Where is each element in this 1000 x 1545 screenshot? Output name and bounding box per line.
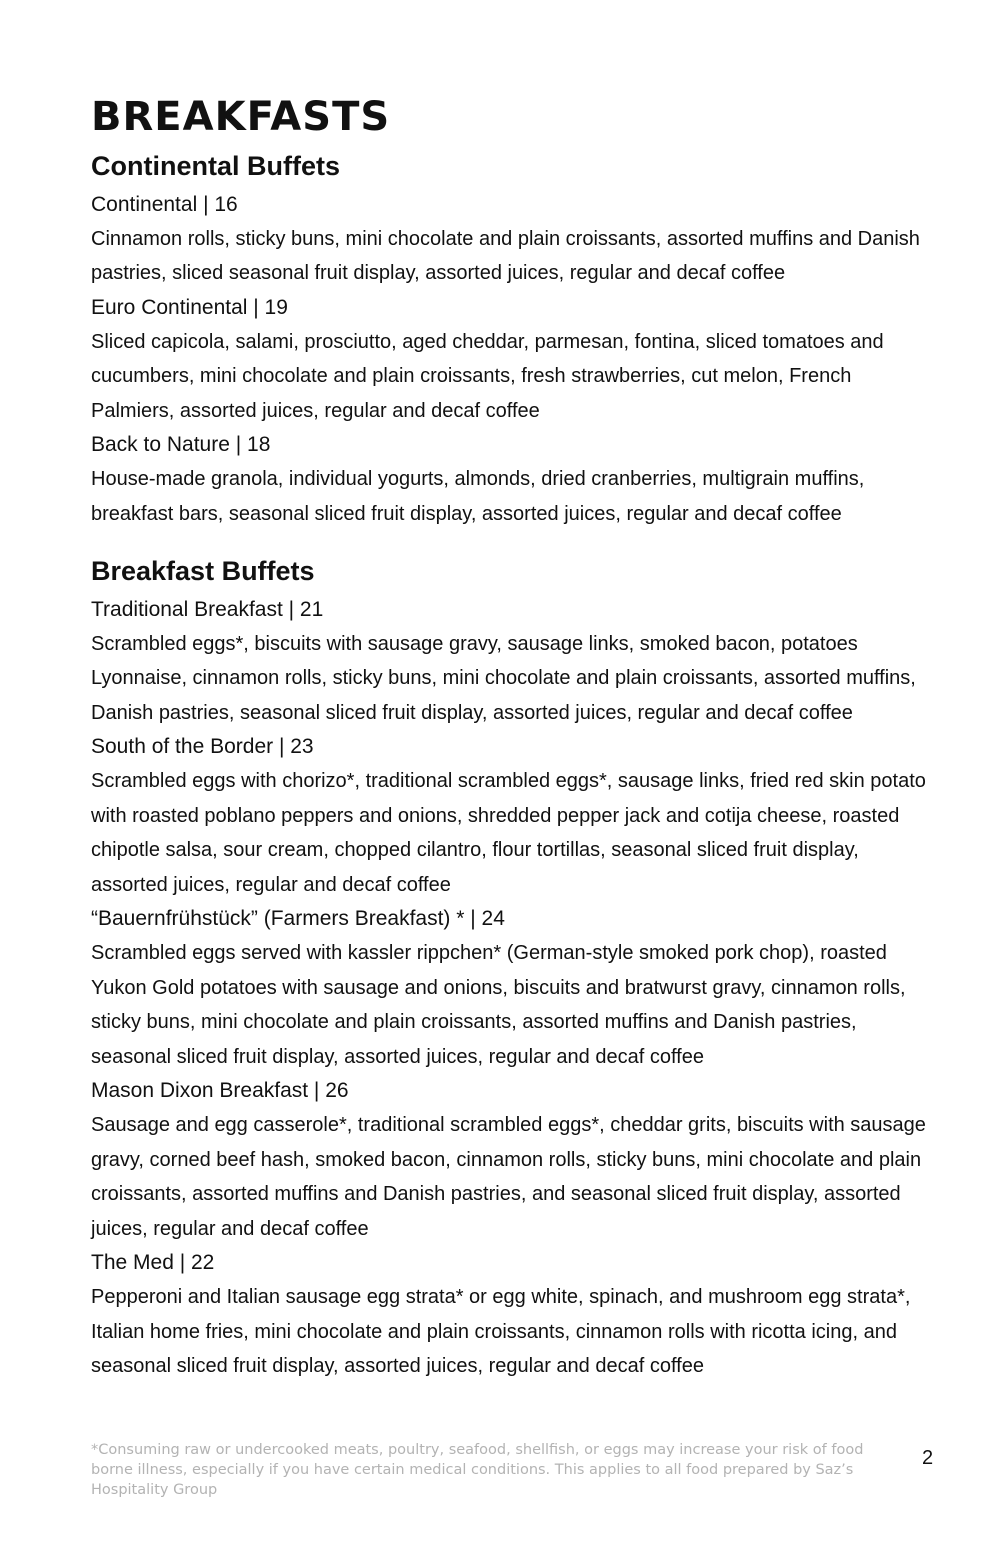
continental-buffets-section xyxy=(91,152,931,531)
menu-item-title: Euro Continental | 19 xyxy=(91,295,288,319)
section-heading-continental: Continental Buffets xyxy=(91,151,340,181)
section-heading-breakfast: Breakfast Buffets xyxy=(91,556,315,586)
menu-item-description: Scrambled eggs with chorizo*, traditional scrambled eggs*, sausage links, fried red skin potato with roasted poblano peppers and onions, shredded pepper jack and cotija cheese, roasted chipotle salsa, sour cream, chopped cilantro, flour tortillas, seasonal sliced fruit display, assorted juices, regular and decaf coffee xyxy=(91,770,926,896)
menu-item-description: Pepperoni and Italian sausage egg strata* or egg white, spinach, and mushroom egg strata*, Italian home fries, mini chocolate and plain croissants, cinnamon rolls with ricotta icing, and seasonal sliced fruit display, assorted juices, regular and decaf coffee xyxy=(91,1286,911,1378)
menu-item-description: Scrambled eggs*, biscuits with sausage gravy, sausage links, smoked bacon, potatoes Lyonnaise, cinnamon rolls, sticky buns, mini chocolate and plain croissants, assorted muffins, Danish pastries, seasonal sliced fruit display, assorted juices, regular and decaf coffee xyxy=(91,632,916,724)
menu-item-description: Sausage and egg casserole*, traditional scrambled eggs*, cheddar grits, biscuits with sausage gravy, corned beef hash, smoked bacon, cinnamon rolls, sticky buns, mini chocolate and plain croissants, assorted muffins and Danish pastries, and seasonal sliced fruit display, assorted juices, regular and decaf coffee xyxy=(91,1114,926,1240)
menu-item-description: House-made granola, individual yogurts, almonds, dried cranberries, multigrain muffins, breakfast bars, seasonal sliced fruit display, assorted juices, regular and decaf coffee xyxy=(91,468,865,525)
menu-item-farmers-breakfast xyxy=(91,902,931,1074)
menu-item-south-of-the-border xyxy=(91,730,931,902)
menu-item-title: Mason Dixon Breakfast | 26 xyxy=(91,1079,349,1103)
menu-item-title: Continental | 16 xyxy=(91,192,238,216)
menu-item-title: Back to Nature | 18 xyxy=(91,433,271,457)
food-safety-footnote: *Consuming raw or undercooked meats, poultry, seafood, shellfish, or eggs may increase your risk of food borne illness, especially if you have certain medical conditions. This applies to all food prepared by Saz’s Hospitality Group xyxy=(91,1442,864,1498)
menu-item-mason-dixon-breakfast xyxy=(91,1074,931,1246)
menu-item-back-to-nature xyxy=(91,428,931,531)
menu-item-euro-continental xyxy=(91,291,931,429)
breakfast-buffets-section xyxy=(91,557,931,1384)
menu-item-description: Scrambled eggs served with kassler rippchen* (German-style smoked pork chop), roasted Yukon Gold potatoes with sausage and onions, biscuits and bratwurst gravy, cinnamon rolls, sticky buns, mini chocolate and plain croissants, assorted muffins and Danish pastries, seasonal sliced fruit display, assorted juices, regular and decaf coffee xyxy=(91,942,906,1068)
menu-item-title: Traditional Breakfast | 21 xyxy=(91,597,324,621)
page-title: BREAKFASTS xyxy=(91,94,391,140)
menu-item-description: Cinnamon rolls, sticky buns, mini chocolate and plain croissants, assorted muffins and Danish pastries, sliced seasonal fruit display, assorted juices, regular and decaf coffee xyxy=(91,227,920,285)
menu-item-continental xyxy=(91,188,931,291)
menu-item-the-med xyxy=(91,1246,931,1384)
menu-item-title: The Med | 22 xyxy=(91,1251,215,1275)
page-number: 2 xyxy=(922,1447,934,1469)
menu-item-description: Sliced capicola, salami, prosciutto, aged cheddar, parmesan, fontina, sliced tomatoes and cucumbers, mini chocolate and plain croissants, fresh strawberries, cut melon, French Palmiers, assorted juices, regular and decaf coffee xyxy=(91,330,884,422)
menu-item-title: “Bauernfrühstück” (Farmers Breakfast) * | 24 xyxy=(91,907,505,931)
menu-item-traditional-breakfast xyxy=(91,593,931,731)
menu-item-title: South of the Border | 23 xyxy=(91,735,314,759)
